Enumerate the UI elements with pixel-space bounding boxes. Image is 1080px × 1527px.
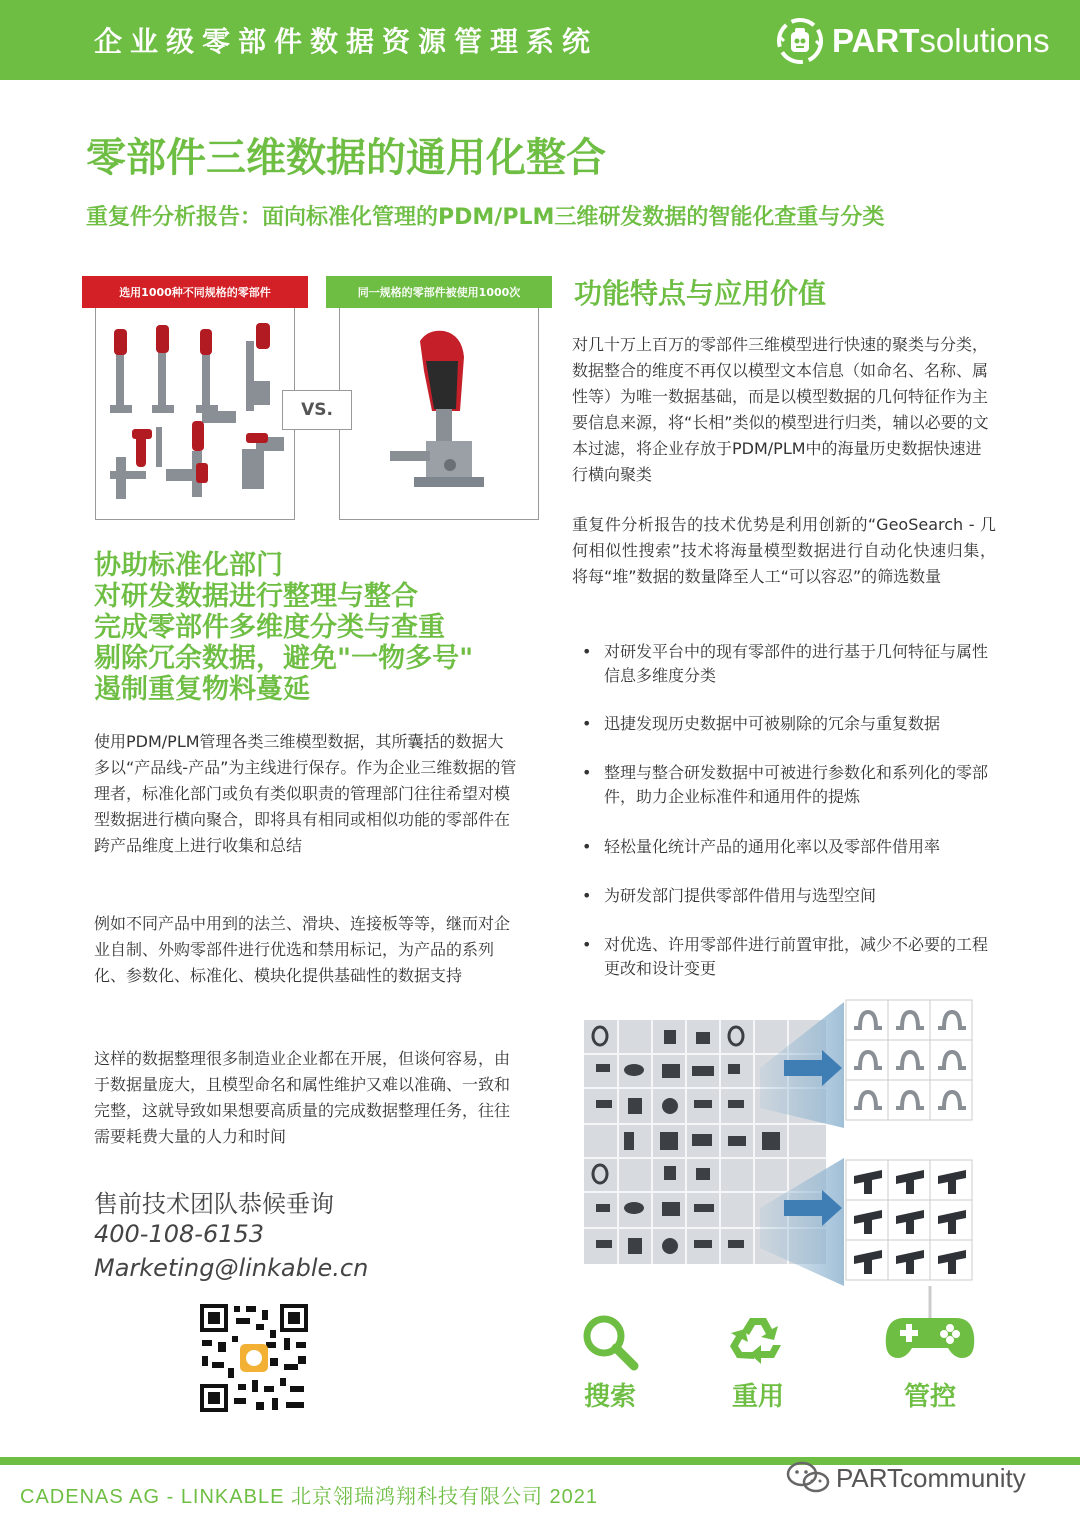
partsolutions-logo	[776, 14, 1050, 68]
header-bar	[0, 0, 1080, 80]
list-item: • 对研发平台中的现有零部件的进行基于几何特征与属性信息多维度分类	[580, 640, 1000, 712]
partcommunity-watermark	[786, 1458, 1026, 1498]
list-item: • 对优选、许用零部件进行前置审批，减少不必要的工程更改和设计变更	[580, 933, 1000, 981]
headline-line: 完成零部件多维度分类与查重	[94, 612, 445, 643]
system-title: 企业级零部件数据资源管理系统	[94, 25, 599, 58]
intro-paragraph: 对几十万上百万的零部件三维模型进行快速的聚类与分类，数据整合的维度不再仅以模型文本信息（如命名、名称、属性等）为唯一数据基础，而是以模型数据的几何特征作为主要信息来源，将“长相”类似的模型进行归类，辅以必要的文本过滤，将企业存放于PDM/PLM中的海量历史数据快速进行横向聚类	[572, 335, 989, 484]
list-item: • 为研发部门提供零部件借用与选型空间	[580, 884, 1000, 933]
feature-label: 重用	[731, 1382, 784, 1412]
recycle-icon	[728, 1312, 788, 1372]
list-item: • 轻松量化统计产品的通用化率以及零部件借用率	[580, 835, 1000, 884]
advantage-paragraph: 重复件分析报告的技术优势是利用创新的“GeoSearch - 几何相似性搜索”技术将海量模型数据进行自动化快速归集，将每“堆”数据的数量降至人工“可以容忍”的筛选数量	[572, 515, 996, 586]
feature-search	[560, 1312, 660, 1413]
contact-label: 售前技术团队恭候垂询	[94, 1190, 334, 1218]
search-icon	[580, 1312, 640, 1372]
headline-line: 遏制重复物料蔓延	[94, 674, 310, 705]
benefits-headline	[94, 550, 554, 705]
feature-reuse	[708, 1312, 808, 1413]
brand-name	[832, 22, 1050, 60]
many-parts-image	[95, 300, 295, 520]
phone-number: 400-108-6153	[94, 1220, 265, 1248]
list-item: • 整理与整合研发数据中可被进行参数化和系列化的零部件，助力企业标准件和通用件的提炼	[580, 761, 1000, 835]
features-heading: 功能特点与应用价值	[574, 277, 827, 310]
brand-name-light: solutions	[919, 22, 1050, 59]
community-name: PARTcommunity	[836, 1462, 1026, 1493]
feature-label: 管控	[903, 1382, 956, 1412]
feature-list	[580, 640, 1000, 981]
feature-label: 搜索	[583, 1382, 636, 1412]
page-subtitle: 重复件分析报告：面向标准化管理的PDM/PLM三维研发数据的智能化查重与分类	[86, 205, 885, 230]
clamp-variants-illustration	[96, 301, 294, 519]
qr-code	[198, 1302, 310, 1414]
footer-company: CADENAS AG - LINKABLE 北京翎瑞鸿翔科技有限公司 2021	[20, 1486, 599, 1508]
gamepad-icon	[880, 1286, 980, 1372]
headline-line: 对研发数据进行整理与整合	[94, 581, 418, 612]
results-illustration	[760, 998, 980, 1288]
background-paragraph: 使用PDM/PLM管理各类三维模型数据，其所囊括的数据大多以“产品线-产品”为主线进行保存。作为企业三维数据的管理者，标准化部门或负有类似职责的管理部门往往希望对模型数据进行横向聚合，即将具有相同或相似功能的零部件在跨产品维度上进行收集和总结	[94, 732, 517, 855]
wechat-icon	[786, 1460, 830, 1496]
brand-name-bold: PART	[832, 22, 920, 59]
email-address[interactable]: Marketing@linkable.cn	[94, 1254, 369, 1282]
single-clamp-illustration	[340, 301, 538, 519]
many-parts-label: 选用1000种不同规格的零部件	[82, 276, 308, 308]
headline-line: 剔除冗余数据，避免"一物多号"	[94, 643, 474, 674]
example-paragraph: 例如不同产品中用到的法兰、滑块、连接板等等，继而对企业自制、外购零部件进行优选和禁用标记，为产品的系列化、参数化、标准化、模块化提供基础性的数据支持	[94, 914, 511, 985]
feature-control	[880, 1286, 980, 1413]
challenge-paragraph: 这样的数据整理很多制造业企业都在开展，但谈何容易，由于数据量庞大，且模型命名和属性维护又难以准确、一致和完整，这就导致如果想要高质量的完成数据整理任务，往往需要耗费大量的人力和时间	[94, 1049, 511, 1146]
page-title: 零部件三维数据的通用化整合	[86, 135, 606, 181]
headline-line: 协助标准化部门	[94, 550, 283, 581]
vs-label: VS.	[282, 390, 352, 430]
partsolutions-logo-icon	[776, 17, 824, 65]
list-item: • 迅捷发现历史数据中可被剔除的冗余与重复数据	[580, 712, 1000, 761]
single-part-label: 同一规格的零部件被使用1000次	[326, 276, 552, 308]
single-part-image	[339, 300, 539, 520]
